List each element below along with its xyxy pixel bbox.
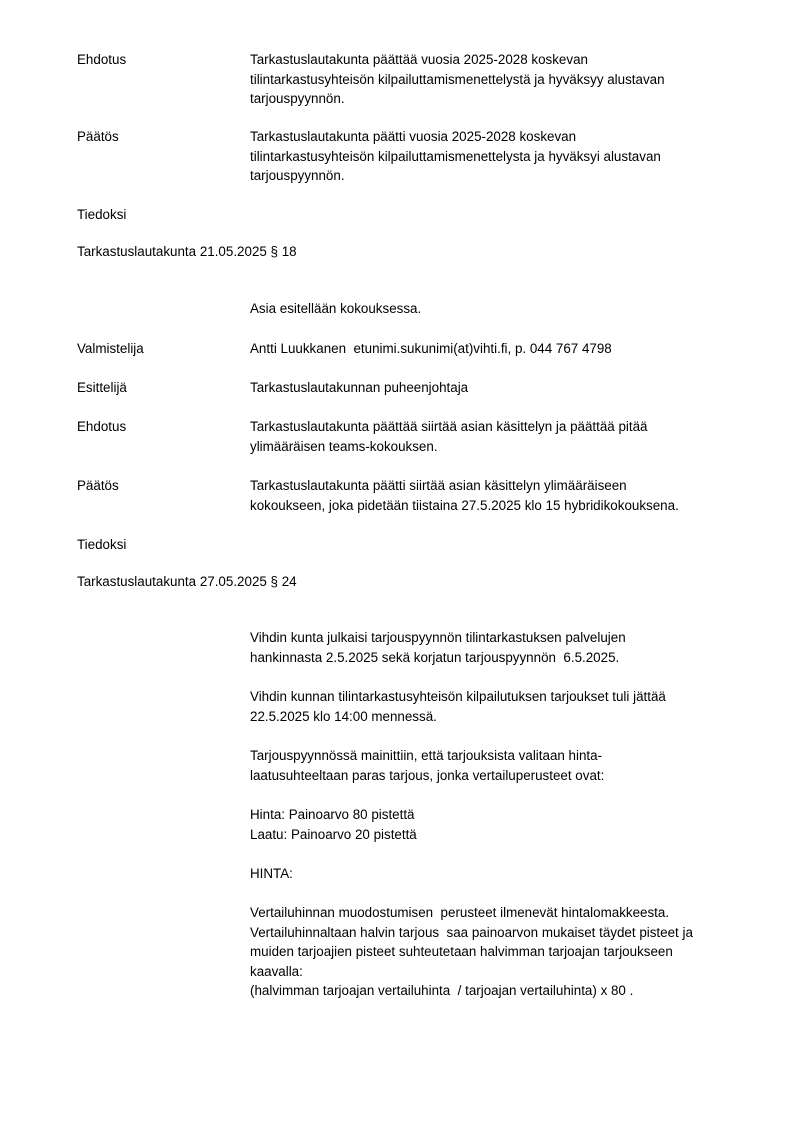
valmistelija-value: Antti Luukkanen etunimi.sukunimi(at)vihti.fi, p. 044 767 4798 [250, 341, 612, 356]
ehdotus-label-2: Ehdotus [77, 419, 127, 434]
text-line: Tarkastuslautakunta päättää vuosia 2025-2028 koskevan [250, 52, 588, 67]
paragraph-3 [250, 746, 750, 785]
text-line: Tarkastuslautakunta päätti vuosia 2025-2028 koskevan [250, 129, 577, 144]
section-heading-1: Tarkastuslautakunta 21.05.2025 § 18 [77, 244, 297, 259]
paragraph-2 [250, 687, 750, 726]
paatos-label-2: Päätös [77, 478, 119, 493]
text-line: kokoukseen, joka pidetään tiistaina 27.5.2025 klo 15 hybridikokouksena. [250, 497, 679, 513]
text-line: Vertailuhinnan muodostumisen perusteet ilmenevät hintalomakkeesta. [250, 905, 670, 920]
text-line: tarjouspyynnön. [250, 168, 345, 183]
intro-text: Asia esitellään kokouksessa. [250, 301, 422, 316]
tiedoksi-label-2: Tiedoksi [77, 537, 127, 552]
criteria-item: Laatu: Painoarvo 20 pistettä [250, 826, 417, 842]
text-line: laatusuhteeltaan paras tarjous, jonka vertailuperusteet ovat: [250, 767, 605, 783]
tiedoksi-label-1: Tiedoksi [77, 207, 127, 222]
paatos-text-1 [250, 127, 750, 186]
paatos-text-2 [250, 476, 750, 515]
text-line: hankinnasta 2.5.2025 sekä korjatun tarjouspyynnön 6.5.2025. [250, 649, 620, 665]
text-line: tilintarkastusyhteisön kilpailuttamismenettelystä ja hyväksyy alustavan [250, 71, 665, 87]
criteria-list [250, 805, 750, 844]
formula-line: (halvimman tarjoajan vertailuhinta / tarjoajan vertailuhinta) x 80 . [250, 983, 634, 998]
ehdotus-label-1: Ehdotus [77, 52, 127, 67]
text-line: ylimääräisen teams-kokouksen. [250, 438, 438, 454]
text-line: tarjouspyynnön. [250, 91, 345, 106]
text-line: Vertailuhinnaltaan halvin tarjous saa painoarvon mukaiset täydet pisteet ja [250, 924, 693, 940]
valmistelija-label: Valmistelija [77, 341, 144, 356]
section-heading-2: Tarkastuslautakunta 27.05.2025 § 24 [77, 574, 297, 589]
text-line: 22.5.2025 klo 14:00 mennessä. [250, 708, 437, 724]
text-line: Tarkastuslautakunta päätti siirtää asian käsittelyn ylimääräiseen [250, 478, 627, 493]
text-line: Vihdin kunta julkaisi tarjouspyynnön tilintarkastuksen palvelujen [250, 630, 626, 645]
text-line: Tarkastuslautakunta päättää siirtää asian käsittelyn ja päättää pitää [250, 419, 648, 434]
text-line: kaavalla: [250, 963, 303, 979]
ehdotus-text-1 [250, 50, 750, 109]
esittelija-label: Esittelijä [77, 380, 127, 395]
hinta-heading: HINTA: [250, 866, 293, 881]
text-line: tilintarkastusyhteisön kilpailuttamismenettelysta ja hyväksyi alustavan [250, 148, 661, 164]
text-line: Vihdin kunnan tilintarkastusyhteisön kilpailutuksen tarjoukset tuli jättää [250, 689, 666, 704]
text-line: muiden tarjoajien pisteet suhteutetaan halvimman tarjoajan tarjoukseen [250, 944, 673, 959]
esittelija-value: Tarkastuslautakunnan puheenjohtaja [250, 380, 469, 395]
paragraph-1 [250, 628, 750, 667]
paatos-label-1: Päätös [77, 129, 119, 144]
ehdotus-text-2 [250, 417, 750, 456]
text-line: Tarjouspyynnössä mainittiin, että tarjouksista valitaan hinta- [250, 748, 603, 763]
paragraph-4 [250, 903, 750, 1001]
criteria-item: Hinta: Painoarvo 80 pistettä [250, 807, 415, 822]
